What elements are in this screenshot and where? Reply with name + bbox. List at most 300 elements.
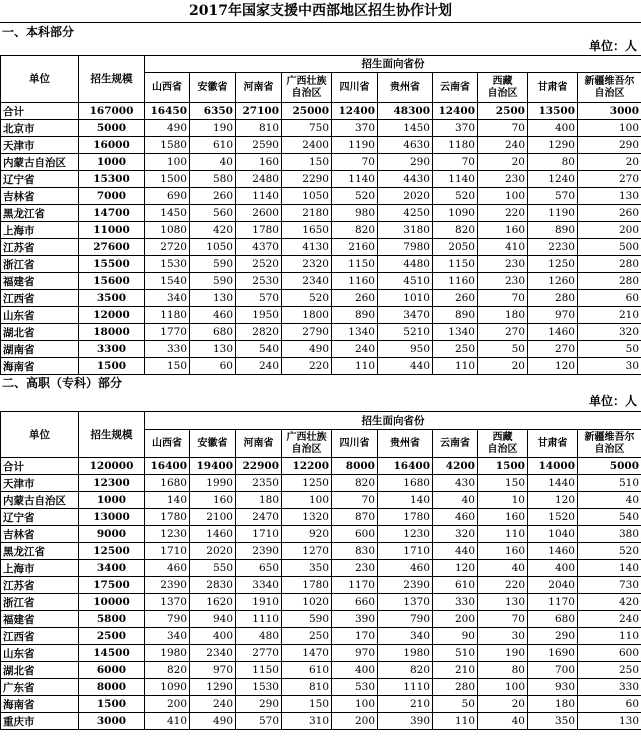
quota-value-cell: 1230 [378,526,433,543]
province-header: 云南省 [433,73,478,103]
quota-value-cell: 4510 [378,273,433,290]
unit-name-cell: 湖北省 [1,662,79,679]
quota-cell: 15300 [79,171,145,188]
quota-value-cell: 1990 [190,475,236,492]
quota-value-cell: 1160 [433,273,478,290]
unit-name-cell: 江苏省 [1,577,79,594]
quota-value-cell: 1500 [145,171,190,188]
quota-value-cell: 27100 [236,103,282,120]
quota-value-cell: 7980 [378,239,433,256]
quota-value-cell: 70 [478,120,528,137]
quota-cell: 14500 [79,645,145,662]
quota-value-cell: 1170 [332,577,378,594]
quota-value-cell: 1250 [282,475,332,492]
quota-value-cell: 2040 [528,577,578,594]
vocational-table [0,411,641,730]
quota-value-cell: 190 [190,120,236,137]
quota-value-cell: 400 [332,662,378,679]
quota-value-cell: 40 [578,492,641,509]
quota-value-cell: 1530 [236,679,282,696]
quota-value-cell: 1460 [528,324,578,341]
quota-value-cell: 1460 [190,526,236,543]
province-header: 甘肃省 [528,430,578,458]
quota-value-cell: 1140 [236,188,282,205]
quota-value-cell: 70 [332,154,378,171]
quota-value-cell: 1290 [528,137,578,154]
quota-value-cell: 430 [433,475,478,492]
quota-value-cell: 1910 [236,594,282,611]
quota-value-cell: 2180 [282,205,332,222]
quota-value-cell: 210 [378,696,433,713]
quota-value-cell: 100 [578,120,641,137]
quota-value-cell: 130 [478,594,528,611]
quota-value-cell: 690 [145,188,190,205]
quota-value-cell: 1690 [528,645,578,662]
quota-value-cell: 3180 [378,222,433,239]
quota-value-cell: 2820 [236,324,282,341]
quota-value-cell: 160 [478,222,528,239]
quota-value-cell: 2230 [528,239,578,256]
quota-value-cell: 100 [332,696,378,713]
quota-value-cell: 1110 [236,611,282,628]
quota-value-cell: 750 [282,120,332,137]
quota-value-cell: 4430 [378,171,433,188]
quota-value-cell: 340 [378,628,433,645]
quota-value-cell: 1090 [433,205,478,222]
quota-value-cell: 12400 [332,103,378,120]
unit-name-cell: 合计 [1,103,79,120]
quota-value-cell: 410 [145,713,190,730]
total-row [1,103,641,120]
quota-value-cell: 2830 [190,577,236,594]
quota-value-cell: 20 [478,154,528,171]
quota-value-cell: 790 [145,611,190,628]
province-header: 云南省 [433,430,478,458]
unit-name-cell: 浙江省 [1,594,79,611]
province-group-header: 招生面向省份 [145,412,641,430]
quota-cell: 1500 [79,696,145,713]
quota-value-cell: 400 [528,120,578,137]
quota-cell: 1500 [79,358,145,375]
table-row [1,577,641,594]
province-header: 西藏 自治区 [478,73,528,103]
table-row [1,256,641,273]
quota-value-cell: 570 [528,188,578,205]
quota-value-cell: 60 [578,290,641,307]
quota-value-cell: 2770 [236,645,282,662]
province-header: 安徽省 [190,73,236,103]
quota-value-cell: 1250 [528,256,578,273]
quota-value-cell: 2390 [236,543,282,560]
unit-name-cell: 福建省 [1,611,79,628]
quota-value-cell: 250 [433,341,478,358]
table-row [1,628,641,645]
quota-value-cell: 1580 [145,137,190,154]
quota-value-cell: 260 [433,290,478,307]
quota-value-cell: 230 [478,171,528,188]
quota-value-cell: 2340 [282,273,332,290]
province-header: 新疆维吾尔 自治区 [578,430,641,458]
quota-value-cell: 200 [145,696,190,713]
quota-cell: 10000 [79,594,145,611]
quota-cell: 167000 [79,103,145,120]
unit-name-cell: 天津市 [1,475,79,492]
quota-value-cell: 340 [145,290,190,307]
quota-value-cell: 150 [145,358,190,375]
quota-value-cell: 3470 [378,307,433,324]
unit-name-cell: 吉林省 [1,526,79,543]
quota-value-cell: 610 [433,577,478,594]
quota-value-cell: 130 [578,713,641,730]
quota-value-cell: 490 [190,713,236,730]
quota-value-cell: 1950 [236,307,282,324]
unit-name-cell: 海南省 [1,358,79,375]
quota-value-cell: 600 [578,645,641,662]
quota-value-cell: 590 [282,611,332,628]
table-row [1,137,641,154]
table-row [1,358,641,375]
province-header: 四川省 [332,430,378,458]
quota-value-cell: 13500 [528,103,578,120]
quota-value-cell: 2720 [145,239,190,256]
quota-cell: 120000 [79,458,145,475]
quota-value-cell: 230 [478,256,528,273]
quota-value-cell: 260 [332,290,378,307]
quota-value-cell: 200 [332,713,378,730]
quota-value-cell: 70 [478,611,528,628]
quota-cell: 3000 [79,713,145,730]
quota-value-cell: 820 [145,662,190,679]
quota-value-cell: 20 [578,154,641,171]
quota-value-cell: 1680 [145,475,190,492]
quota-value-cell: 330 [578,679,641,696]
unit-name-cell: 辽宁省 [1,509,79,526]
table-row [1,475,641,492]
quota-value-cell: 50 [578,341,641,358]
quota-value-cell: 1980 [145,645,190,662]
table-row [1,713,641,730]
quota-value-cell: 610 [282,662,332,679]
quota-value-cell: 1520 [528,509,578,526]
quota-column-header: 招生规模 [79,412,145,458]
quota-value-cell: 1050 [190,239,236,256]
table-row [1,307,641,324]
quota-cell: 15500 [79,256,145,273]
quota-value-cell: 260 [578,205,641,222]
quota-value-cell: 1140 [332,171,378,188]
quota-value-cell: 280 [578,256,641,273]
quota-value-cell: 1340 [332,324,378,341]
unit-name-cell: 湖北省 [1,324,79,341]
quota-cell: 15600 [79,273,145,290]
quota-value-cell: 460 [433,509,478,526]
quota-cell: 11000 [79,222,145,239]
quota-value-cell: 40 [190,154,236,171]
quota-value-cell: 6350 [190,103,236,120]
quota-value-cell: 20 [478,358,528,375]
quota-cell: 12500 [79,543,145,560]
quota-value-cell: 14000 [528,458,578,475]
province-header: 河南省 [236,73,282,103]
quota-value-cell: 1980 [378,645,433,662]
quota-value-cell: 2390 [378,577,433,594]
quota-value-cell: 1780 [236,222,282,239]
quota-value-cell: 540 [236,341,282,358]
quota-value-cell: 180 [478,307,528,324]
quota-value-cell: 520 [578,543,641,560]
quota-value-cell: 820 [378,662,433,679]
quota-cell: 8000 [79,679,145,696]
quota-value-cell: 250 [578,662,641,679]
quota-value-cell: 70 [433,154,478,171]
quota-value-cell: 2600 [236,205,282,222]
table-row [1,611,641,628]
quota-value-cell: 170 [332,628,378,645]
unit-name-cell: 上海市 [1,222,79,239]
quota-value-cell: 2790 [282,324,332,341]
quota-value-cell: 680 [190,324,236,341]
province-header: 四川省 [332,73,378,103]
quota-value-cell: 1800 [282,307,332,324]
quota-cell: 6000 [79,662,145,679]
quota-value-cell: 12200 [282,458,332,475]
quota-value-cell: 2590 [236,137,282,154]
quota-value-cell: 1080 [145,222,190,239]
quota-value-cell: 590 [190,273,236,290]
quota-value-cell: 400 [190,628,236,645]
quota-value-cell: 270 [528,341,578,358]
quota-value-cell: 40 [433,492,478,509]
quota-value-cell: 1470 [282,645,332,662]
unit-name-cell: 湖南省 [1,341,79,358]
quota-value-cell: 1190 [332,137,378,154]
quota-value-cell: 580 [190,171,236,188]
quota-value-cell: 2340 [190,645,236,662]
unit-name-cell: 内蒙古自治区 [1,492,79,509]
quota-value-cell: 2390 [145,577,190,594]
quota-value-cell: 160 [236,154,282,171]
quota-value-cell: 220 [282,358,332,375]
quota-value-cell: 370 [332,120,378,137]
unit-name-cell: 海南省 [1,696,79,713]
quota-value-cell: 390 [378,713,433,730]
section-title-vocational: 二、高职（专科）部分 [2,376,123,390]
quota-value-cell: 290 [236,696,282,713]
quota-value-cell: 440 [378,358,433,375]
quota-cell: 13000 [79,509,145,526]
table-row [1,239,641,256]
province-header: 甘肃省 [528,73,578,103]
quota-value-cell: 890 [433,307,478,324]
quota-value-cell: 200 [433,611,478,628]
quota-value-cell: 2520 [236,256,282,273]
undergrad-table [0,55,641,375]
province-header: 广西壮族 自治区 [282,73,332,103]
quota-value-cell: 3340 [236,577,282,594]
table-row [1,696,641,713]
quota-value-cell: 180 [236,492,282,509]
quota-value-cell: 1680 [378,475,433,492]
quota-value-cell: 510 [578,475,641,492]
quota-value-cell: 1010 [378,290,433,307]
table-row [1,341,641,358]
quota-value-cell: 150 [282,154,332,171]
quota-value-cell: 240 [190,696,236,713]
quota-value-cell: 460 [190,307,236,324]
unit-name-cell: 黑龙江省 [1,205,79,222]
quota-value-cell: 2320 [282,256,332,273]
quota-value-cell: 1780 [378,509,433,526]
province-group-header: 招生面向省份 [145,56,641,73]
unit-name-cell: 内蒙古自治区 [1,154,79,171]
quota-value-cell: 1260 [528,273,578,290]
province-header: 广西壮族 自治区 [282,430,332,458]
quota-value-cell: 810 [282,679,332,696]
quota-value-cell: 2500 [478,103,528,120]
quota-value-cell: 110 [578,628,641,645]
quota-value-cell: 130 [578,188,641,205]
table-row [1,205,641,222]
table-row [1,273,641,290]
quota-value-cell: 370 [433,120,478,137]
quota-cell: 16000 [79,137,145,154]
quota-value-cell: 260 [190,188,236,205]
quota-value-cell: 110 [332,358,378,375]
quota-value-cell: 600 [332,526,378,543]
unit-name-cell: 重庆市 [1,713,79,730]
unit-name-cell: 福建省 [1,273,79,290]
quota-value-cell: 8000 [332,458,378,475]
quota-value-cell: 1110 [378,679,433,696]
quota-value-cell: 460 [378,560,433,577]
quota-value-cell: 2350 [236,475,282,492]
quota-value-cell: 5210 [378,324,433,341]
quota-value-cell: 1780 [145,509,190,526]
quota-value-cell: 320 [433,526,478,543]
quota-value-cell: 240 [578,611,641,628]
quota-value-cell: 80 [478,662,528,679]
quota-value-cell: 110 [433,358,478,375]
quota-value-cell: 16400 [145,458,190,475]
quota-value-cell: 70 [478,290,528,307]
quota-value-cell: 2100 [190,509,236,526]
quota-value-cell: 1190 [528,205,578,222]
quota-value-cell: 30 [478,628,528,645]
quota-value-cell: 25000 [282,103,332,120]
quota-value-cell: 5000 [578,458,641,475]
quota-value-cell: 2020 [378,188,433,205]
quota-value-cell: 1170 [528,594,578,611]
quota-value-cell: 4370 [236,239,282,256]
table-row [1,324,641,341]
quota-value-cell: 790 [378,611,433,628]
unit-name-cell: 广东省 [1,679,79,696]
table-row [1,222,641,239]
table-row [1,509,641,526]
quota-value-cell: 730 [578,577,641,594]
quota-value-cell: 210 [433,662,478,679]
quota-value-cell: 160 [190,492,236,509]
quota-cell: 12000 [79,307,145,324]
quota-value-cell: 500 [578,239,641,256]
quota-cell: 3400 [79,560,145,577]
quota-cell: 17500 [79,577,145,594]
quota-cell: 1000 [79,492,145,509]
quota-value-cell: 920 [282,526,332,543]
quota-value-cell: 1340 [433,324,478,341]
quota-cell: 3500 [79,290,145,307]
quota-value-cell: 1160 [332,273,378,290]
quota-value-cell: 12400 [433,103,478,120]
quota-value-cell: 120 [528,492,578,509]
quota-value-cell: 240 [478,137,528,154]
quota-value-cell: 970 [332,645,378,662]
unit-name-cell: 江西省 [1,628,79,645]
unit-column-header: 单位 [1,56,79,103]
quota-value-cell: 90 [433,628,478,645]
quota-value-cell: 1710 [145,543,190,560]
quota-value-cell: 490 [282,341,332,358]
quota-value-cell: 530 [332,679,378,696]
quota-value-cell: 350 [528,713,578,730]
table-row [1,120,641,137]
quota-value-cell: 1460 [528,543,578,560]
quota-value-cell: 1450 [145,205,190,222]
quota-value-cell: 160 [478,543,528,560]
quota-value-cell: 820 [332,475,378,492]
province-header: 山西省 [145,430,190,458]
quota-value-cell: 890 [332,307,378,324]
table-row [1,560,641,577]
quota-value-cell: 570 [236,713,282,730]
quota-value-cell: 410 [478,239,528,256]
quota-cell: 18000 [79,324,145,341]
quota-value-cell: 650 [236,560,282,577]
quota-value-cell: 280 [578,273,641,290]
quota-value-cell: 490 [145,120,190,137]
quota-value-cell: 1290 [190,679,236,696]
province-header: 新疆维吾尔 自治区 [578,73,641,103]
quota-value-cell: 330 [145,341,190,358]
table-row [1,188,641,205]
quota-value-cell: 610 [190,137,236,154]
unit-name-cell: 江西省 [1,290,79,307]
quota-value-cell: 320 [578,324,641,341]
quota-value-cell: 150 [478,475,528,492]
quota-value-cell: 150 [282,696,332,713]
quota-column-header: 招生规模 [79,56,145,103]
quota-value-cell: 20 [478,696,528,713]
unit-note-vocational: 单位：人 [588,394,637,408]
quota-value-cell: 290 [578,137,641,154]
quota-value-cell: 1230 [145,526,190,543]
quota-value-cell: 4200 [433,458,478,475]
quota-value-cell: 70 [332,492,378,509]
quota-value-cell: 870 [332,509,378,526]
quota-value-cell: 1770 [145,324,190,341]
quota-value-cell: 10 [478,492,528,509]
quota-value-cell: 110 [478,526,528,543]
province-header: 贵州省 [378,73,433,103]
unit-name-cell: 合计 [1,458,79,475]
unit-name-cell: 北京市 [1,120,79,137]
table-row [1,594,641,611]
unit-name-cell: 辽宁省 [1,171,79,188]
quota-value-cell: 100 [478,188,528,205]
quota-value-cell: 830 [332,543,378,560]
quota-value-cell: 1090 [145,679,190,696]
quota-value-cell: 890 [528,222,578,239]
